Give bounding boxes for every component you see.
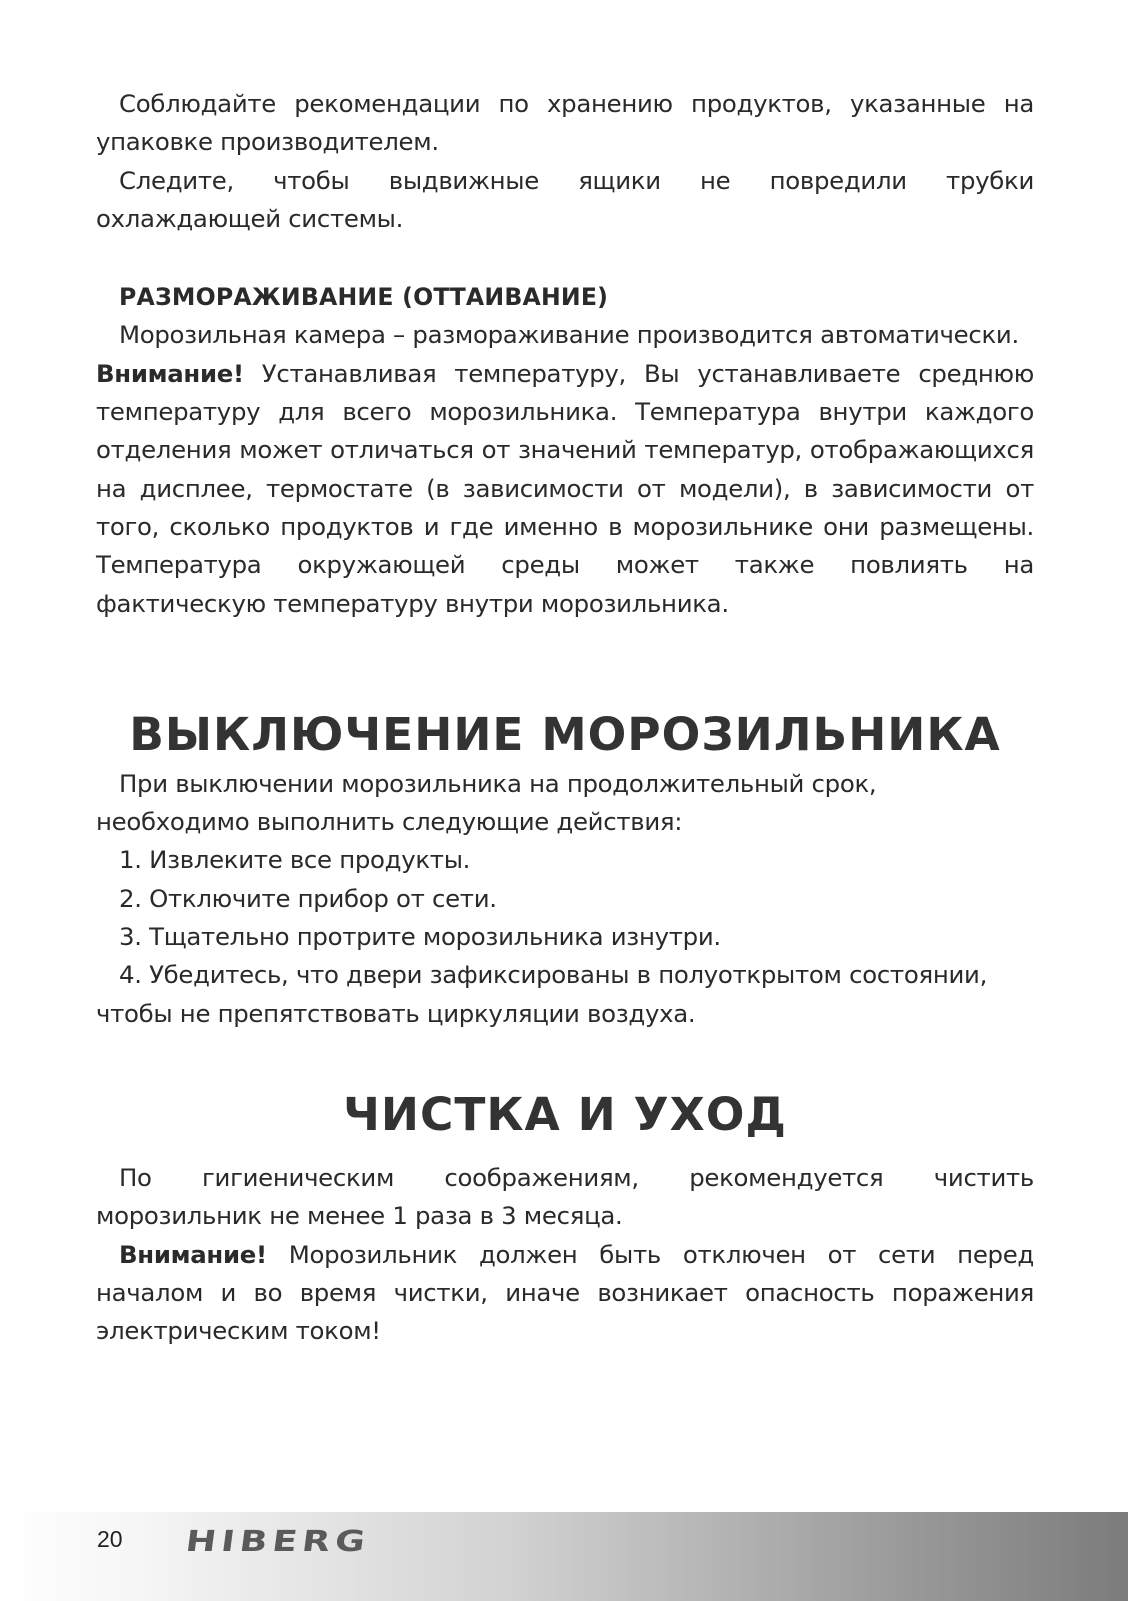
shutdown-step-3: 3. Тщательно протрите морозильника изнутри. bbox=[119, 922, 721, 952]
cleaning-attention-text: Морозильник должен быть отключен от сети перед началом и во время чистки, иначе возникает опасность поражения электрическим током! bbox=[96, 1239, 1034, 1346]
drawers-warning-paragraph: Следите, чтобы выдвижные ящики не повредили трубки охлаждающей системы. bbox=[96, 165, 1034, 233]
shutdown-step-2: 2. Отключите прибор от сети. bbox=[119, 883, 497, 913]
defrost-attention-paragraph bbox=[96, 355, 1034, 623]
shutdown-step-4: 4. Убедитесь, что двери зафиксированы в полуоткрытом состоянии, чтобы не препятствовать циркуляции воздуха. bbox=[96, 960, 988, 1028]
defrost-auto-paragraph: Морозильная камера – размораживание производится автоматически. bbox=[119, 320, 1019, 350]
cleaning-attention-paragraph bbox=[96, 1236, 1034, 1351]
footer-gradient-band bbox=[0, 1512, 1128, 1601]
brand-logo: HIBERG bbox=[183, 1524, 373, 1558]
cleaning-section-title: ЧИСТКА И УХОД bbox=[343, 1087, 787, 1141]
attention-label: Внимание! bbox=[119, 1239, 267, 1269]
cleaning-frequency-paragraph: По гигиеническим соображениям, рекомендуется чистить морозильник не менее 1 раза в 3 месяца. bbox=[96, 1162, 1034, 1231]
defrost-attention-text: Устанавливая температуру, Вы устанавливаете среднюю температуру для всего морозильника. Температура внутри каждого отделения может отличаться от значений температур, отображающихся на дисплее, термостате (в зависимости от модели), в зависимости от того, сколько продуктов и где именно в морозильнике они размещены. Температура окружающей среды может также повлиять на фактическую температуру внутри морозильника. bbox=[96, 358, 1034, 618]
page-number: 20 bbox=[97, 1526, 123, 1552]
shutdown-intro-paragraph: При выключении морозильника на продолжительный срок, необходимо выполнить следующие действия: bbox=[96, 768, 877, 837]
defrost-heading: РАЗМОРАЖИВАНИЕ (ОТТАИВАНИЕ) bbox=[119, 283, 609, 312]
page-content bbox=[96, 85, 1034, 1350]
storage-recommendation-paragraph: Соблюдайте рекомендации по хранению продуктов, указанные на упаковке производителем. bbox=[96, 89, 1034, 157]
shutdown-section-title: ВЫКЛЮЧЕНИЕ МОРОЗИЛЬНИКА bbox=[129, 707, 1001, 761]
attention-label: Внимание! bbox=[96, 358, 244, 388]
shutdown-step-1: 1. Извлеките все продукты. bbox=[119, 845, 471, 875]
